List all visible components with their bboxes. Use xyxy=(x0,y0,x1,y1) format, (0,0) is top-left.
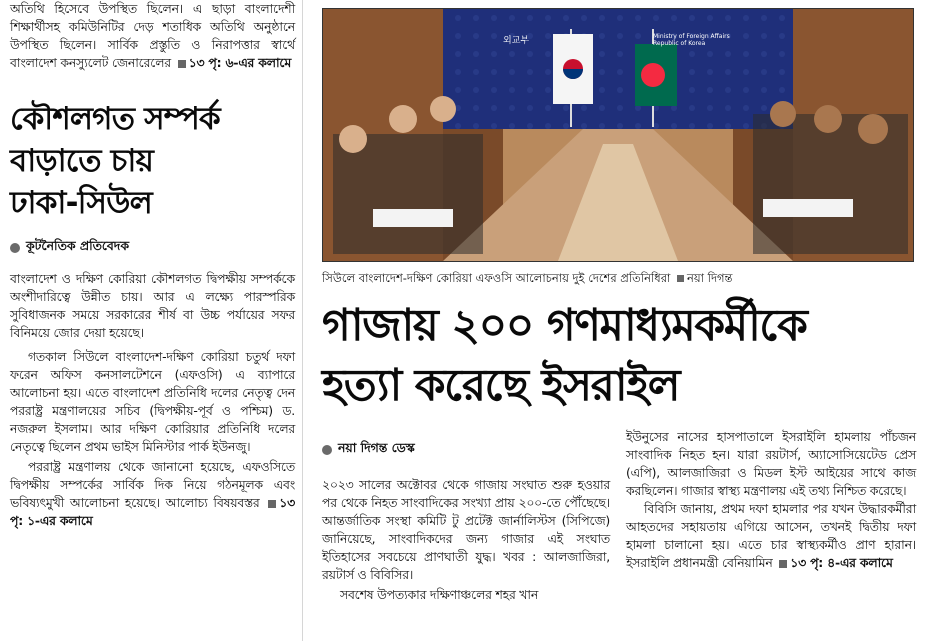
story1-byline-text: কূটনৈতিক প্রতিবেদক xyxy=(26,238,129,253)
story1-byline xyxy=(10,238,295,258)
story2-paragraph-text: বিবিসি জানায়, প্রথম দফা হামলার পর যখন উদ্ধারকর্মীরা আহতদের সহায়তায় এগিয়ে আসেন, তখনই দ্বিতীয় দফা হামলা চালানো হয়। এতে চার স্বাস্থ্যকর্মীও প্রাণ হারান। ইসরাইলি প্রধানমন্ত্রী বেনিয়ামিন xyxy=(626,501,916,570)
top-story-text: অতিথি হিসেবে উপস্থিত ছিলেন। এ ছাড়া বাংলাদেশী শিক্ষার্থীসহ কমিউনিটির দেড় শতাধিক অতিথি অনুষ্ঠানে উপস্থিত ছিলেন। সার্বিক প্রস্তুতি ও নিরাপত্তার স্বার্থে বাংলাদেশ কনস্যুলেট জেনারেলের xyxy=(10,1,295,70)
story1-headline-line3: ঢাকা-সিউল xyxy=(10,185,152,221)
story1-jump-reference: ১৩ পৃ: ১-এর কলামে xyxy=(10,495,295,528)
story1-headline-line2: বাড়াতে চায় xyxy=(10,143,154,179)
story2-byline xyxy=(322,440,610,460)
story2-jump-reference: ১৩ পৃ: ৪-এর কলামে xyxy=(790,555,893,570)
story2-headline-line1: গাজায় ২০০ গণমাধ্যমকর্মীকে xyxy=(322,300,807,351)
story1-headline-line1: কৌশলগত সম্পর্ক xyxy=(10,101,220,137)
story1-paragraph: গতকাল সিউলে বাংলাদেশ-দক্ষিণ কোরিয়া চতুর্থ দফা ফরেন অফিস কনসালটেশনে (এফওসি) এ ব্যাপারে আলোচনা হয়। এতে বাংলাদেশ প্রতিনিধি দলের নেতৃত্ব দেন পররাষ্ট্র মন্ত্রণালয়ের সচিব (দ্বিপক্ষীয়-পূর্ব ও পশ্চিম) ড. নজরুল ইসলাম। আর দক্ষিণ কোরিয়ার প্রতিনিধি দলের নেতৃত্বে ছিলেন প্রথম ভাইস মিনিস্টার পার্ক ইউনজু। xyxy=(10,349,295,454)
story1-headline xyxy=(10,98,295,224)
story2-column-2 xyxy=(626,428,916,572)
byline-bullet-icon xyxy=(322,445,332,455)
photo-credit: নয়া দিগন্ত xyxy=(687,271,733,285)
story2-paragraph: সবশেষ উপত্যকার দক্ষিণাঞ্চলের শহর খান xyxy=(340,587,539,602)
story1-paragraph-text: পররাষ্ট্র মন্ত্রণালয় থেকে জানানো হয়েছে, এফওসিতে দ্বিপক্ষীয় সম্পর্কের সার্বিক দিক নিয়ে গঠনমূলক এবং ভবিষ্যৎমুখী আলোচনা হয়েছে। আলোচ্য বিষয়বস্তর xyxy=(10,459,295,510)
story2-byline-text: নয়া দিগন্ত ডেস্ক xyxy=(338,440,415,455)
top-story-continuation xyxy=(10,0,295,72)
photo-sign-korean: 외교부 xyxy=(503,36,530,46)
photo-sign-english: Ministry of Foreign Affairs Republic of Korea xyxy=(653,33,730,47)
jump-square-icon xyxy=(178,60,186,68)
meeting-photo-illustration xyxy=(323,9,913,261)
news-photo xyxy=(322,8,914,262)
story1-body xyxy=(10,270,295,530)
story1-paragraph-last xyxy=(10,458,295,530)
photo-caption xyxy=(322,270,918,289)
top-jump-reference: ১৩ পৃ: ৬-এর কলামে xyxy=(188,55,292,70)
caption-square-icon xyxy=(677,275,684,282)
story2-paragraph: ইউনুসের নাসের হাসপাতালে ইসরাইলি হামলায় পাঁচজন সাংবাদিক নিহত হন। যারা রয়টার্স, অ্যাসোসিয়েটেড প্রেস (এপি), আলজাজিরা ও মিডল ইস্ট আইয়ের সাথে কাজ করছিলেন। গাজার স্বাস্থ্য মন্ত্রণালয় এই তথ্য নিশ্চিত করেছে। xyxy=(626,429,916,498)
jump-square-icon xyxy=(779,560,787,568)
story1-paragraph: বাংলাদেশ ও দক্ষিণ কোরিয়া কৌশলগত দ্বিপক্ষীয় সম্পর্ককে অংশীদারিত্বে উন্নীত চায়। আর এ লক্ষ্যে পারস্পরিক সুবিধাজনক সময়ে সরকারের শীর্ষ বা উচ্চ পর্যায়ের সফর বিনিময়ে জোর দেয়া হয়েছে। xyxy=(10,271,295,340)
byline-bullet-icon xyxy=(10,243,20,253)
left-column xyxy=(10,0,295,530)
story2-paragraph-last xyxy=(626,500,916,572)
jump-square-icon xyxy=(268,500,276,508)
story2-paragraph: ২০২৩ সালের অক্টোবর থেকে গাজায় সংঘাত শুরু হওয়ার পর থেকে নিহত সাংবাদিকের সংখ্যা প্রায় ২০০-তে পৌঁছেছে। আন্তর্জাতিক সংস্থা কমিটি টু প্রটেক্ট জার্নালিস্টস (সিপিজে) জানিয়েছে, সাংবাদিকদের জন্য গাজার এই সংঘাত ইতিহাসের সবচেয়ে প্রাণঘাতী যুদ্ধ। খবর : আলজাজিরা, রয়টার্স ও বিবিসির। xyxy=(322,477,610,582)
column-divider xyxy=(302,0,303,641)
story2-headline-line2: হত্যা করেছে ইসরাইল xyxy=(322,360,680,411)
photo-caption-text: সিউলে বাংলাদেশ-দক্ষিণ কোরিয়া এফওসি আলোচনায় দুই দেশের প্রতিনিধিরা xyxy=(322,271,671,285)
story2-column-1 xyxy=(322,440,610,604)
story2-headline xyxy=(322,296,912,416)
